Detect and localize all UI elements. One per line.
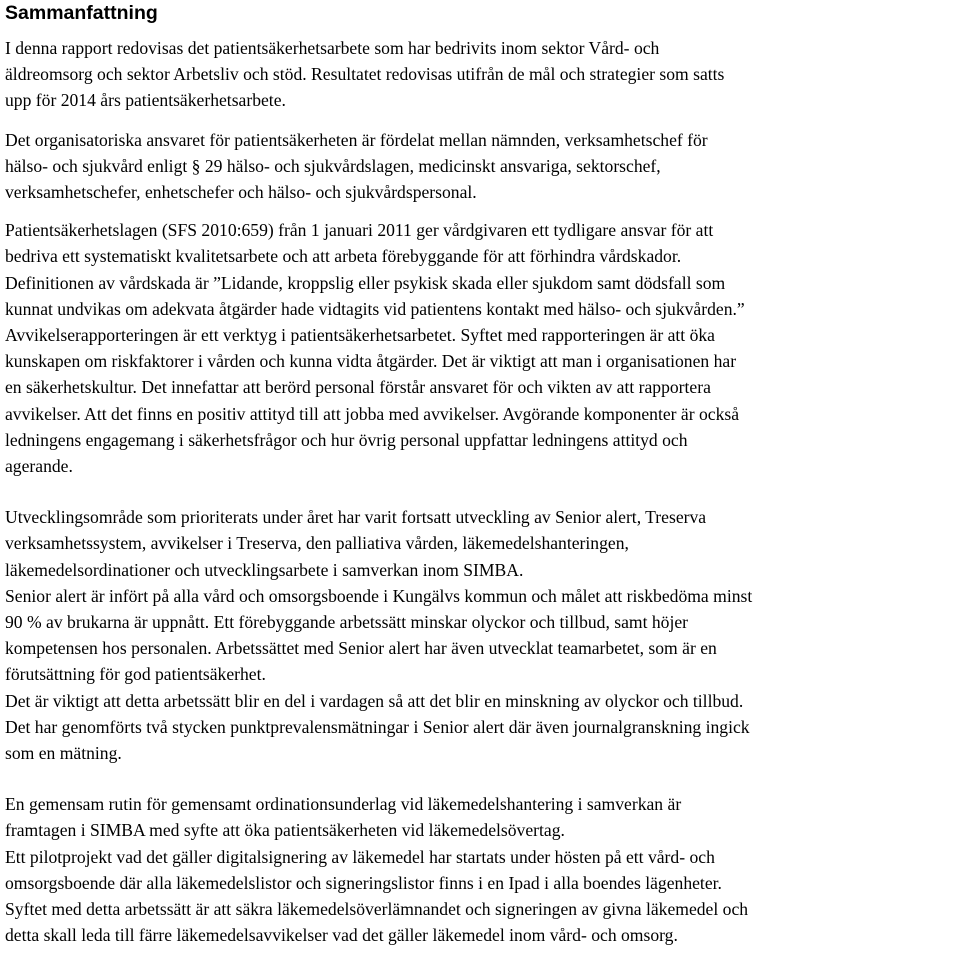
paragraph-spacer: [5, 114, 957, 127]
document-page: [5, 0, 957, 949]
paragraph-development-areas: Utvecklingsområde som prioriterats under året har varit fortsatt utveckling av Senior alert, Treserva verksamhetssystem, avvikelser i Treserva, den palliativa vården, läkemedelshanteringen, läkemedelsordinationer och utvecklingsarbete i samverkan inom SIMBA. Senior alert är infört på alla vård och omsorgsboende i Kungälvs kommun och målet att riskbedöma minst 90 % av brukarna är uppnått. Ett förebyggande arbetssätt minskar olyckor och tillbud, samt höjer kompetensen hos personalen. Arbetssättet med Senior alert har även utvecklat teamarbetet, som är en förutsättning för god patientsäkerhet. Det är viktigt att detta arbetssätt blir en del i vardagen så att det blir en minskning av olyckor och tillbud. Det har genomförts två stycken punktprevalensmätningar i Senior alert där även journalgranskning ingick som en mätning.: [5, 507, 753, 764]
paragraph-patient-safety-law: Patientsäkerhetslagen (SFS 2010:659) från 1 januari 2011 ger vårdgivaren ett tydligare ansvar för att bedriva ett systematiskt kvalitetsarbete och att arbeta förebyggande för att förhindra vårdskador. Definitionen av vårdskada är ”Lidande, kroppslig eller psykisk skada eller sjukdom samt dödsfall som kunnat undvikas om adekvata åtgärder hade vidtagits vid patientens kontakt med hälso- och sjukvården.” Avvikelserapporteringen är ett verktyg i patientsäkerhetsarbetet. Syftet med rapporteringen är att öka kunskapen om riskfaktorer i vården och kunna vidta åtgärder. Det är viktigt att man i organisationen har en säkerhetskultur. Det innefattar att berörd personal förstår ansvaret för och vikten av att rapportera avvikelser. Att det finns en positiv attityd till att jobba med avvikelser. Avgörande komponenter är också ledningens engagemang i säkerhetsfrågor och hur övrig personal uppfattar ledningens attityd och agerande.: [5, 220, 745, 477]
paragraph-spacer: [5, 479, 957, 504]
section-heading: Sammanfattning: [5, 2, 158, 24]
paragraph-responsibility: Det organisatoriska ansvaret för patientsäkerheten är fördelat mellan nämnden, verksamhetschef för hälso- och sjukvård enligt § 29 hälso- och sjukvårdslagen, medicinskt ansvariga, sektorschef, verksamhetschefer, enhetschefer och hälso- och sjukvårdspersonal.: [5, 129, 708, 203]
paragraph-medication-routines: En gemensam rutin för gemensamt ordinationsunderlag vid läkemedelshantering i samverkan är framtagen i SIMBA med syfte att öka patientsäkerheten vid läkemedelsövertag. Ett pilotprojekt vad det gäller digitalsignering av läkemedel har startats under hösten på ett vård- och omsorgsboende där alla läkemedelslistor och signeringslistor finns i en Ipad i alla boendes lägenheter. Syftet med detta arbetssätt är att säkra läkemedelsöverlämnandet och signeringen av givna läkemedel och detta skall leda till färre läkemedelsavvikelser vad det gäller läkemedel inom vård- och omsorg.: [5, 794, 749, 946]
paragraph-spacer: [5, 205, 957, 217]
paragraph-spacer: [5, 766, 957, 791]
paragraph-intro: I denna rapport redovisas det patientsäkerhetsarbete som har bedrivits inom sektor Vård- och äldreomsorg och sektor Arbetsliv och stöd. Resultatet redovisas utifrån de mål och strategier som satts upp för 2014 års patientsäkerhetsarbete.: [5, 38, 725, 111]
